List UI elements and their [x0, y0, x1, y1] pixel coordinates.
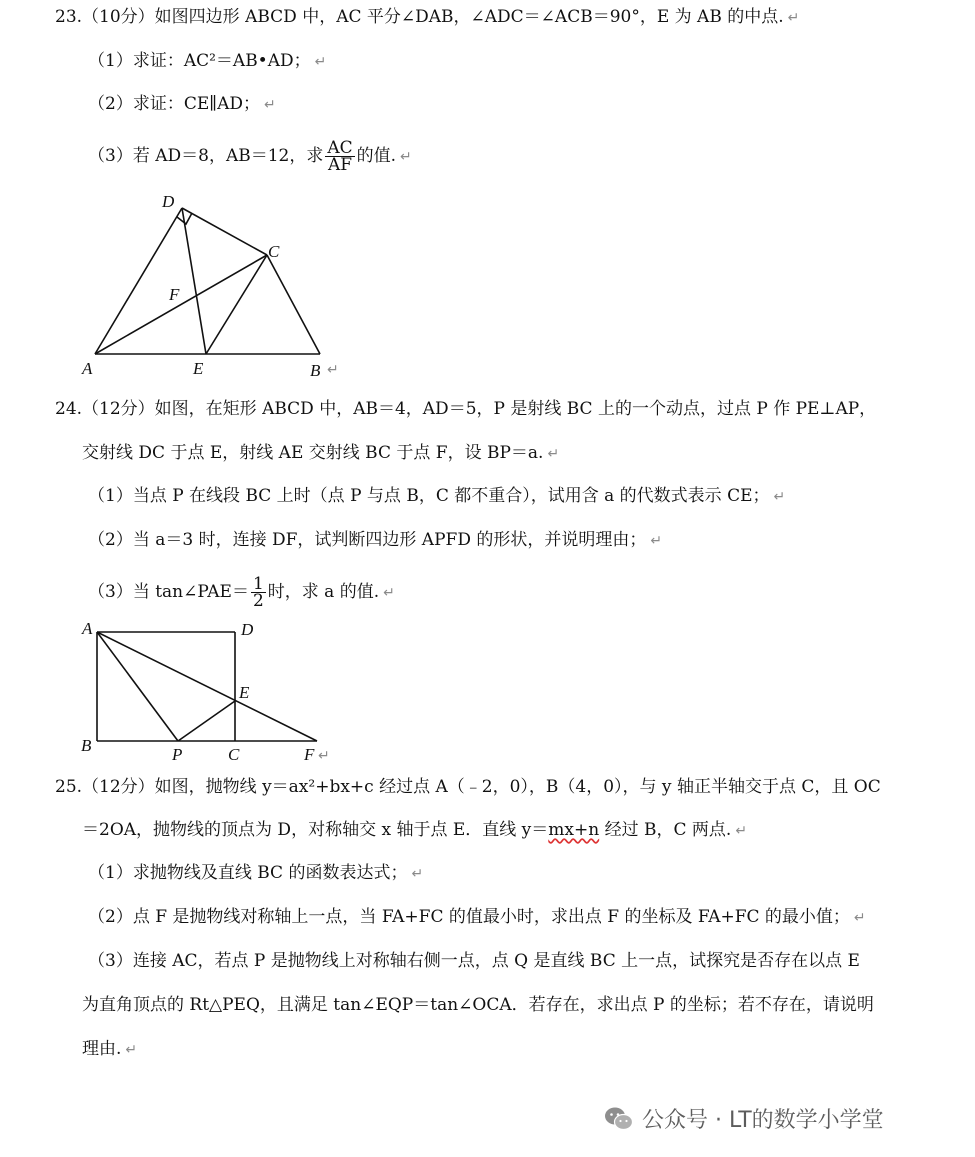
label-b: B [81, 736, 92, 755]
label-p: P [172, 745, 183, 764]
q23-part2: （2）求证：CE∥AD； ↵ [88, 94, 276, 114]
label-c: C [268, 242, 280, 261]
label-d: D [241, 620, 254, 639]
q25-stem-line1: 25.（12分）如图，抛物线 y＝ax²+bx+c 经过点 A（﹣2，0），B（4，0），与 y 轴正半轴交于点 C，且 OC [55, 777, 881, 797]
q24-part1: （1）当点 P 在线段 BC 上时（点 P 与点 B，C 都不重合），试用含 a 的代数式表示 CE； ↵ [88, 486, 786, 506]
watermark-text: 公众号 · LT的数学小学堂 [642, 1108, 884, 1133]
q24-stem-line2: 交射线 DC 于点 E，射线 AE 交射线 BC 于点 F，设 BP＝a. ↵ [82, 443, 560, 463]
q25-part1: （1）求抛物线及直线 BC 的函数表达式； ↵ [88, 863, 424, 883]
q25-part3-line3: 理由. ↵ [82, 1039, 138, 1059]
return-mark-fig23: ↵ [327, 363, 339, 378]
wavy-underlined-expression: mx+n [548, 820, 600, 840]
q24-part2: （2）当 a＝3 时，连接 DF，试判断四边形 APFD 的形状，并说明理由； ↵ [88, 530, 663, 550]
label-f: F [304, 745, 315, 764]
q25-part3-line2: 为直角顶点的 Rt△PEQ，且满足 tan∠EQP＝tan∠OCA．若存在，求出点 P 的坐标；若不存在，请说明 [82, 995, 874, 1015]
q25-stem-line2: ＝2OA，抛物线的顶点为 D，对称轴交 x 轴于点 E．直线 y＝mx+n 经过 B，C 两点. ↵ [82, 820, 748, 840]
segment-pe [178, 701, 235, 741]
fraction-one-half: $\frac{1}{2}$ [252, 574, 264, 611]
label-e: E [239, 683, 250, 702]
q25-part2: （2）点 F 是抛物线对称轴上一点，当 FA+FC 的值最小时，求出点 F 的坐标及 FA+FC 的最小值； ↵ [88, 907, 866, 927]
segment-ap [97, 632, 178, 741]
watermark [604, 1103, 884, 1134]
label-f: F [169, 285, 180, 304]
label-c: C [228, 745, 240, 764]
wechat-icon [604, 1106, 634, 1132]
label-a: A [82, 619, 93, 638]
q25-part3-line1: （3）连接 AC，若点 P 是抛物线上对称轴右侧一点，点 Q 是直线 BC 上一点，试探究是否存在以点 E [88, 951, 860, 971]
return-mark-fig24: ↵ [318, 749, 330, 764]
q24-stem-line1: 24.（12分）如图，在矩形 ABCD 中，AB＝4，AD＝5，P 是射线 BC 上的一个动点，过点 P 作 PE⊥AP， [55, 399, 877, 419]
q23-part1: （1）求证：AC²＝AB•AD； ↵ [88, 51, 327, 71]
label-e: E [193, 359, 204, 378]
q23-part3: （3）若 AD＝8，AB＝12，求 $\frac{AC}{AF}$ 的值. ↵ [88, 138, 412, 175]
q24-part3: （3）当 tan∠PAE＝ $\frac{1}{2}$ 时，求 a 的值. ↵ [88, 574, 395, 611]
fraction-ac-af: $\frac{AC}{AF}$ [327, 138, 353, 175]
label-a: A [82, 359, 93, 378]
label-d: D [162, 192, 175, 211]
segment-af [97, 632, 317, 741]
q23-stem: 23.（10分）如图四边形 ABCD 中，AC 平分∠DAB，∠ADC＝∠ACB＝90°，E 为 AB 的中点. ↵ [55, 7, 800, 27]
label-b: B [310, 361, 321, 380]
